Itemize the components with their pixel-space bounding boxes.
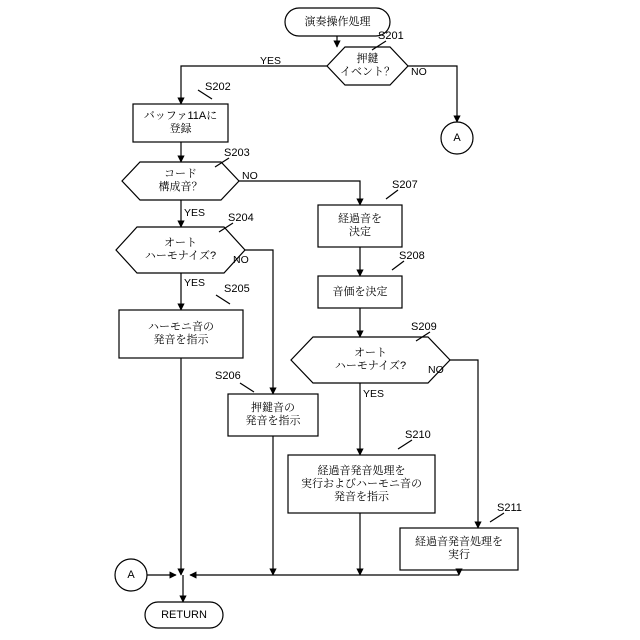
node-start-shape bbox=[285, 8, 390, 36]
edge-s209-no-to-s211 bbox=[450, 360, 478, 528]
node-return-shape bbox=[145, 602, 223, 628]
edge-label-s204-yes: YES bbox=[184, 277, 206, 289]
node-s207-shape bbox=[318, 205, 402, 247]
node-s208-label: 音価を決定 bbox=[332, 285, 388, 298]
node-s209-shape bbox=[291, 337, 450, 383]
edge-s203-no-to-s207 bbox=[239, 181, 360, 205]
node-connector-a-left-label: A bbox=[127, 568, 135, 581]
edge-label-s203-no: NO bbox=[242, 170, 258, 182]
node-s211-label: 経過音発音処理を 実行 bbox=[415, 536, 503, 561]
step-label-s201: S201 bbox=[378, 30, 404, 42]
step-label-s206: S206 bbox=[215, 370, 241, 382]
node-start-label: 演奏操作処理 bbox=[304, 15, 371, 28]
step-label-s210: S210 bbox=[405, 429, 431, 441]
edge-label-s201-yes: YES bbox=[260, 55, 282, 67]
step-label-s204: S204 bbox=[228, 212, 254, 224]
step-label-s211: S211 bbox=[497, 502, 522, 514]
leader-s208 bbox=[392, 261, 404, 270]
leader-s210 bbox=[398, 440, 412, 449]
leader-s211 bbox=[490, 513, 504, 522]
edge-label-s209-yes: YES bbox=[363, 388, 385, 400]
node-s206-label: 押鍵音の 発音を指示 bbox=[245, 402, 301, 427]
node-connector-a-left-shape bbox=[115, 559, 147, 591]
leader-s207 bbox=[386, 190, 398, 199]
node-s204-label: オート ハーモナイズ? bbox=[144, 237, 217, 262]
step-label-s205: S205 bbox=[224, 283, 250, 295]
node-s203-shape bbox=[122, 162, 239, 200]
node-s201-shape bbox=[327, 47, 408, 85]
node-s205-label: ハーモニ音の 発音を指示 bbox=[148, 321, 214, 346]
step-label-s202: S202 bbox=[205, 81, 231, 93]
node-s202-shape bbox=[133, 104, 228, 142]
node-s205-shape bbox=[119, 310, 243, 358]
node-s207-label: 経過音を 決定 bbox=[338, 213, 382, 238]
node-s209-label: オート ハーモナイズ? bbox=[334, 347, 407, 372]
node-return-label: RETURN bbox=[161, 608, 207, 621]
leader-s206 bbox=[240, 383, 254, 392]
node-s201-label: 押鍵 イベント？ bbox=[340, 53, 395, 78]
edge-label-s209-no: NO bbox=[428, 364, 444, 376]
node-connector-a-right-shape bbox=[441, 122, 473, 154]
edge-label-s201-no: NO bbox=[411, 66, 427, 78]
node-s210-shape bbox=[288, 455, 435, 513]
node-s203-label: コード 構成音？ bbox=[158, 168, 203, 193]
leader-s205 bbox=[216, 295, 230, 304]
step-label-s207: S207 bbox=[392, 179, 418, 191]
node-connector-a-right-label: A bbox=[453, 131, 461, 144]
node-s211-shape bbox=[400, 528, 518, 570]
step-label-s208: S208 bbox=[399, 250, 425, 262]
node-s208-shape bbox=[318, 276, 402, 308]
edge-label-s203-yes: YES bbox=[184, 207, 206, 219]
node-s210-label: 経過音発音処理を 実行およびハーモニ音の 発音を指示 bbox=[301, 464, 422, 503]
edge-s204-no-to-s206 bbox=[245, 250, 273, 394]
node-s204-shape bbox=[116, 227, 245, 273]
node-s202-label: バッファ11Aに 登録 bbox=[143, 110, 218, 135]
edge-label-s204-no: NO bbox=[233, 254, 249, 266]
step-label-s209: S209 bbox=[411, 321, 437, 333]
node-s206-shape bbox=[228, 394, 318, 436]
edge-s201-yes-to-s202 bbox=[181, 66, 327, 104]
step-label-s203: S203 bbox=[224, 147, 250, 159]
